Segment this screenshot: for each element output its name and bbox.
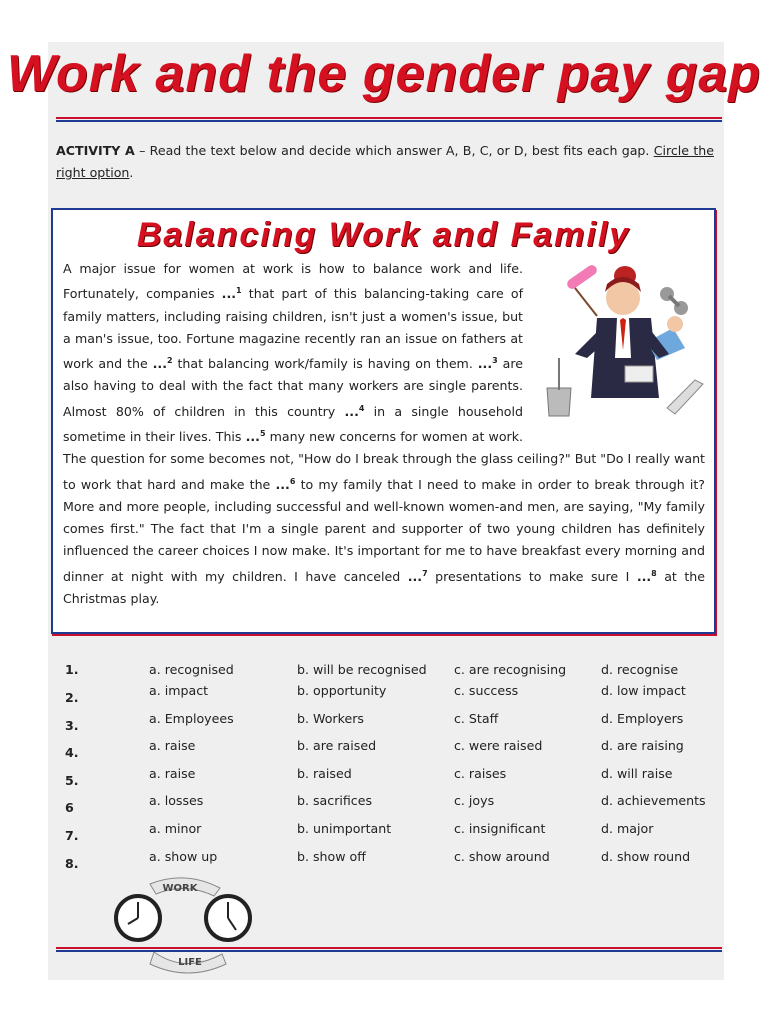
- passage-box: [51, 208, 716, 634]
- option-d[interactable]: d. are raising: [601, 738, 684, 753]
- left-clock-icon: [116, 896, 160, 940]
- option-c[interactable]: c. were raised: [454, 738, 543, 753]
- question-number: 6: [65, 800, 74, 815]
- option-c[interactable]: c. insignificant: [454, 821, 546, 836]
- gap-8: [637, 569, 657, 584]
- gap-2-marker: ...: [152, 356, 167, 372]
- passage-text: [63, 258, 705, 610]
- gap-3-marker: ...: [477, 356, 493, 372]
- option-d[interactable]: d. major: [601, 821, 654, 836]
- option-a[interactable]: a. raise: [149, 766, 196, 781]
- life-label: LIFE: [178, 957, 202, 968]
- option-c[interactable]: c. raises: [454, 766, 507, 781]
- right-clock-icon: [206, 896, 250, 940]
- option-c[interactable]: c. Staff: [454, 711, 499, 726]
- gap-3: [478, 356, 498, 371]
- option-c[interactable]: c. show around: [454, 849, 550, 864]
- gap-2: [153, 356, 173, 371]
- footer-divider: [56, 947, 722, 952]
- gap-4-marker: ...: [344, 403, 359, 419]
- gap-7: [408, 569, 428, 584]
- gap-2-number: 2: [166, 356, 173, 365]
- option-a[interactable]: a. minor: [149, 821, 202, 836]
- option-c[interactable]: c. joys: [454, 793, 495, 808]
- option-d[interactable]: d. will raise: [601, 766, 673, 781]
- gap-6-marker: ...: [275, 476, 290, 492]
- passage-segment-8: at the Christmas play.: [63, 568, 705, 606]
- option-d[interactable]: d. Employers: [601, 711, 684, 726]
- option-a[interactable]: a. losses: [149, 793, 204, 808]
- option-c[interactable]: c. success: [454, 683, 519, 698]
- question-number: 4.: [65, 745, 79, 760]
- passage-segment-0: A major issue for women at work is how to balance work and life. Fortunately, companies: [63, 261, 523, 302]
- option-a[interactable]: a. show up: [149, 849, 218, 864]
- gap-7-number: 7: [422, 568, 428, 578]
- passage-segment-2: that balancing work/family is having on them.: [172, 356, 478, 372]
- gap-5-marker: ...: [245, 429, 260, 445]
- question-number: 7.: [65, 828, 79, 843]
- question-number: 2.: [65, 690, 79, 705]
- option-a[interactable]: a. raise: [149, 738, 196, 753]
- work-label: WORK: [162, 883, 198, 894]
- passage-segment-7: presentations to make sure I: [427, 568, 637, 584]
- gap-5: [246, 429, 266, 444]
- instructions-end: .: [129, 165, 134, 180]
- passage-segment-3: are also having to deal with the fact that many workers are single parents. Almost 80% of children in this country: [63, 356, 523, 419]
- gap-4: [345, 404, 365, 419]
- option-d[interactable]: d. show round: [601, 849, 691, 864]
- gap-1: [222, 286, 242, 301]
- title-divider: [56, 117, 722, 122]
- activity-instructions: [56, 140, 714, 184]
- question-number: 8.: [65, 856, 79, 871]
- multitasking-woman-illustration: [535, 258, 705, 424]
- option-b[interactable]: b. are raised: [297, 738, 377, 753]
- question-number: 1.: [65, 662, 79, 677]
- gap-7-marker: ...: [407, 568, 423, 584]
- page-title: Work and the gender pay gap: [6, 45, 762, 103]
- option-a[interactable]: a. impact: [149, 683, 209, 698]
- circle-option-text: Circle the right option: [56, 143, 714, 180]
- gap-5-number: 5: [259, 428, 266, 438]
- passage-segment-6: to my family that I need to make in order to break through it? More and more people, including successful and well-known women-and men, are saying, "My family comes first." The fact that I'm a single parent and supporter of two young children has definitely influenced the career choices I now make. It's important for me to have breakfast every morning and dinner at night with my children. I have canceled: [63, 476, 705, 584]
- instructions-text: – Read the text below and decide which answer A, B, C, or D, best fits each gap.: [134, 143, 654, 158]
- question-number: 3.: [65, 718, 79, 733]
- option-a[interactable]: a. recognised: [149, 662, 234, 677]
- gap-8-number: 8: [651, 568, 657, 578]
- gap-8-marker: ...: [636, 568, 652, 584]
- passage-segment-1: that part of this balancing-taking care of family matters, including raising children, isn't just a women's issue, but a man's issue, too. Fortune magazine recently ran an issue on fathers at work and the: [63, 286, 523, 372]
- option-d[interactable]: d. achievements: [601, 793, 706, 808]
- question-number: 5.: [65, 773, 79, 788]
- option-b[interactable]: b. unimportant: [297, 821, 392, 836]
- passage-segment-4: in a single household sometime in their lives. This: [63, 403, 524, 445]
- option-b[interactable]: b. show off: [297, 849, 366, 864]
- option-b[interactable]: b. raised: [297, 766, 352, 781]
- gap-6-number: 6: [289, 476, 296, 486]
- work-life-clocks-graphic: [110, 874, 260, 974]
- option-b[interactable]: b. opportunity: [297, 683, 387, 698]
- activity-label: ACTIVITY A: [56, 143, 135, 158]
- option-a[interactable]: a. Employees: [149, 711, 234, 726]
- gap-1-number: 1: [236, 286, 242, 296]
- option-b[interactable]: b. Workers: [297, 711, 364, 726]
- option-d[interactable]: d. recognise: [601, 662, 679, 677]
- passage-segment-5: many new concerns for women at work. The question for some becomes not, "How do I break through the glass ceiling?" But "Do I really want to work that hard and make the: [63, 429, 705, 492]
- option-d[interactable]: d. low impact: [601, 683, 686, 698]
- option-b[interactable]: b. will be recognised: [297, 662, 427, 677]
- option-c[interactable]: c. are recognising: [454, 662, 567, 677]
- gap-6: [275, 477, 295, 492]
- passage-title: Balancing Work and Family: [136, 216, 631, 254]
- option-b[interactable]: b. sacrifices: [297, 793, 373, 808]
- gap-3-number: 3: [492, 356, 498, 365]
- gap-1-marker: ...: [221, 286, 237, 302]
- gap-4-number: 4: [358, 403, 365, 413]
